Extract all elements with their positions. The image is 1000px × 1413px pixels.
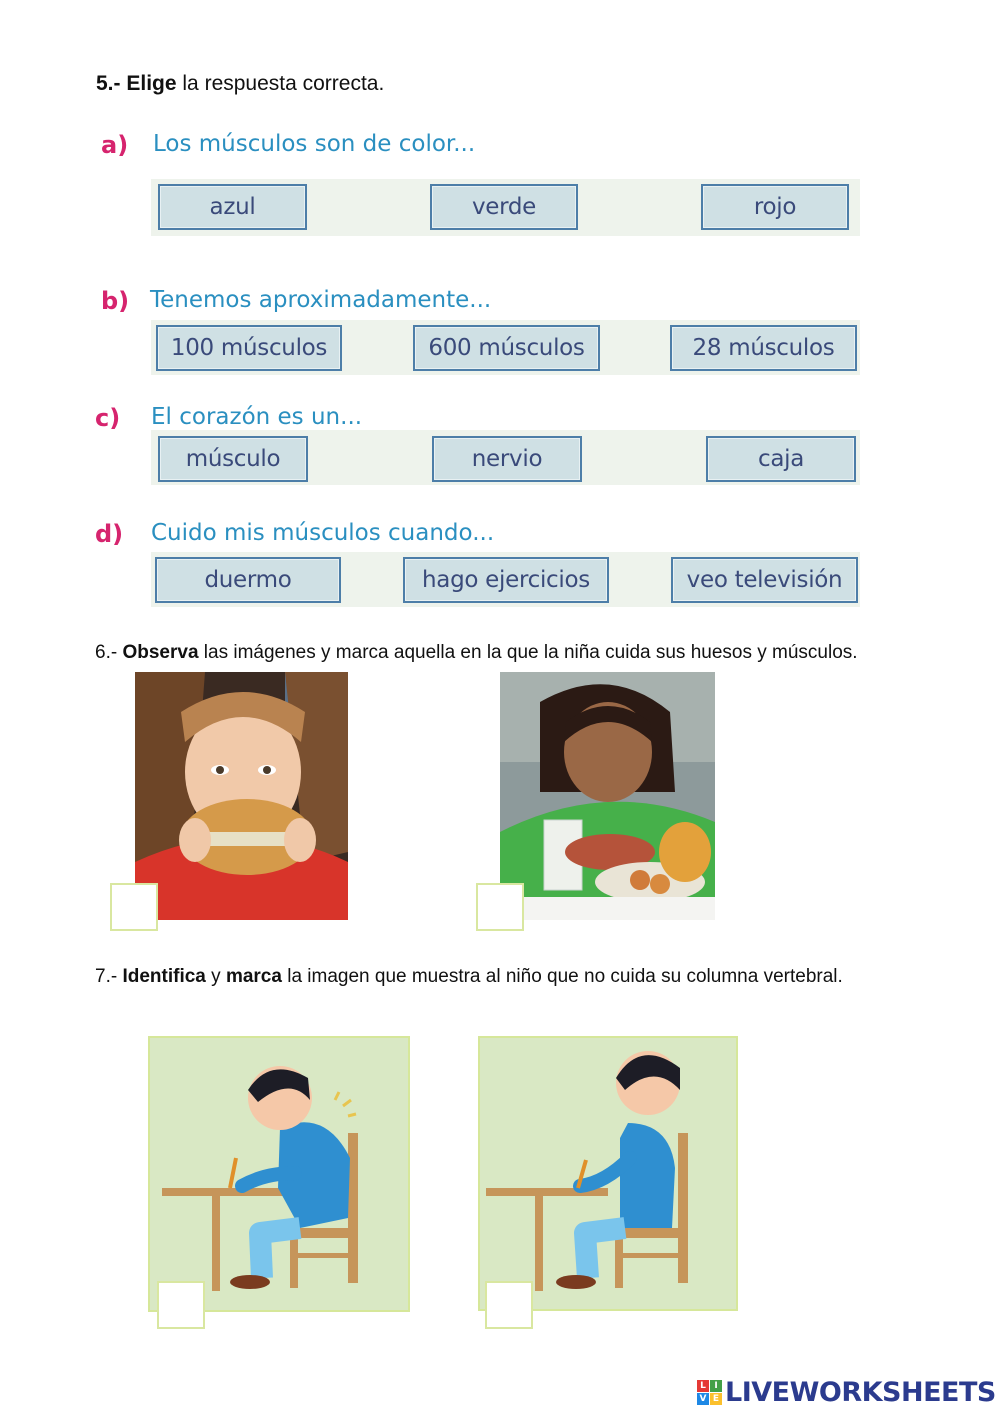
girl-burger-illustration (135, 672, 348, 920)
q5b-option-2[interactable]: 600 músculos (413, 325, 600, 371)
q5b-option-3[interactable]: 28 músculos (670, 325, 857, 371)
liveworksheets-logo-mark (697, 1380, 722, 1405)
q6-number: 6.- (95, 642, 118, 663)
logo-letter-4: E (710, 1393, 722, 1405)
q5c-letter: c) (95, 404, 121, 432)
q5a-question: Los músculos son de color... (153, 131, 476, 157)
q5-heading (96, 72, 384, 96)
q6-checkbox-2[interactable] (476, 883, 524, 931)
q5a-option-3[interactable]: rojo (701, 184, 849, 230)
q5-verb: Elige (126, 72, 177, 95)
girl-healthy-illustration (500, 672, 715, 920)
q7-verb-identifica: Identifica (122, 966, 206, 987)
q5c-option-1[interactable]: músculo (158, 436, 308, 482)
q6-heading (95, 642, 858, 664)
q5d-option-3[interactable]: veo televisión (671, 557, 858, 603)
logo-letter-3: V (697, 1393, 709, 1405)
q5d-letter: d) (95, 520, 124, 548)
q5-instruction: la respuesta correcta. (182, 72, 385, 95)
q5a-option-2[interactable]: verde (430, 184, 578, 230)
boy-slouching-illustration (150, 1038, 408, 1310)
q5c-option-2[interactable]: nervio (432, 436, 582, 482)
q5d-question: Cuido mis músculos cuando... (151, 520, 495, 546)
q6-verb: Observa (122, 642, 199, 663)
q6-instruction: las imágenes y marca aquella en la que la niña cuida sus huesos y músculos. (203, 642, 858, 663)
q5-number: 5.- (96, 72, 121, 95)
logo-letter-1: L (697, 1380, 709, 1392)
q6-checkbox-1[interactable] (110, 883, 158, 931)
photo-girl-eating-healthy (500, 672, 715, 920)
q5d-option-1[interactable]: duermo (155, 557, 341, 603)
liveworksheets-logo[interactable] (697, 1377, 996, 1408)
q7-instruction: la imagen que muestra al niño que no cuida su columna vertebral. (287, 966, 843, 987)
logo-letter-2: I (710, 1380, 722, 1392)
q5a-option-1[interactable]: azul (158, 184, 307, 230)
boy-upright-illustration (480, 1038, 736, 1309)
q7-connector: y (211, 966, 221, 987)
q5c-option-3[interactable]: caja (706, 436, 856, 482)
q5b-question: Tenemos aproximadamente... (150, 287, 492, 313)
q7-checkbox-2[interactable] (485, 1281, 533, 1329)
q7-verb-marca: marca (225, 966, 282, 987)
liveworksheets-logo-text: LIVEWORKSHEETS (725, 1377, 996, 1408)
q5d-option-2[interactable]: hago ejercicios (403, 557, 609, 603)
q7-number: 7.- (95, 966, 118, 987)
illustration-boy-upright (478, 1036, 738, 1311)
q5c-question: El corazón es un... (151, 404, 363, 430)
q7-heading (95, 966, 843, 988)
q7-checkbox-1[interactable] (157, 1281, 205, 1329)
photo-girl-eating-burger (135, 672, 348, 920)
illustration-boy-slouching (148, 1036, 410, 1312)
q5b-option-1[interactable]: 100 músculos (156, 325, 342, 371)
q5b-letter: b) (101, 287, 130, 315)
q5a-letter: a) (101, 131, 129, 159)
